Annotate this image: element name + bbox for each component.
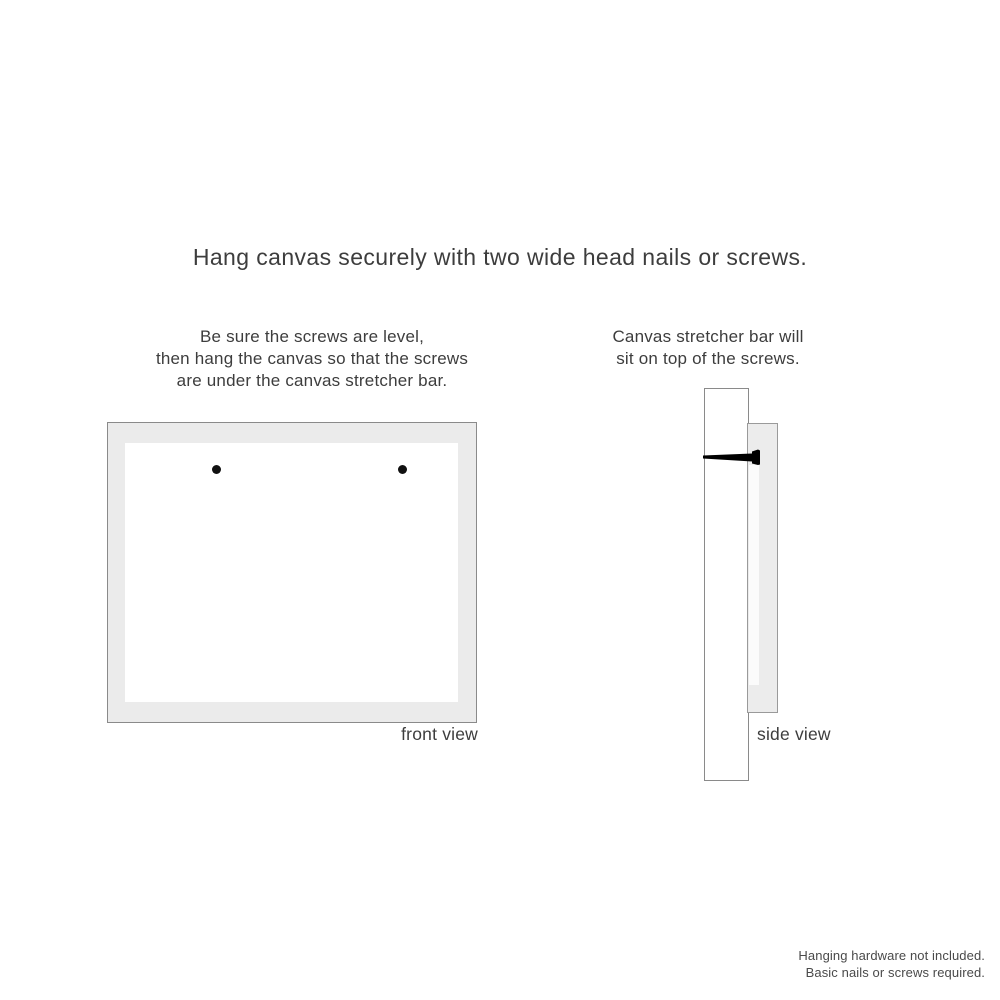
footer-line-2: Basic nails or screws required. <box>805 965 985 980</box>
side-view-label: side view <box>757 724 831 744</box>
side-view-instructions <box>558 326 858 370</box>
side-instruction-line-1: Canvas stretcher bar will <box>612 327 804 346</box>
stretcher-bar-inner-edge <box>749 465 759 685</box>
front-instruction-line-1: Be sure the screws are level, <box>199 327 425 346</box>
canvas-inner-area <box>125 443 458 702</box>
nail-icon <box>698 444 768 470</box>
screw-head-dot-right-icon <box>398 465 407 474</box>
footer-line-1: Hanging hardware not included. <box>798 948 985 963</box>
footer-note <box>585 947 985 981</box>
front-view-canvas-diagram <box>107 422 477 723</box>
side-instruction-line-2: sit on top of the screws. <box>616 349 800 368</box>
screw-head-dot-left-icon <box>212 465 221 474</box>
front-view-instructions <box>107 326 517 392</box>
front-instruction-line-3: are under the canvas stretcher bar. <box>176 371 448 390</box>
page-title: Hang canvas securely with two wide head nails or screws. <box>192 244 808 270</box>
front-instruction-line-2: then hang the canvas so that the screws <box>155 349 469 368</box>
front-view-label: front view <box>401 724 478 744</box>
